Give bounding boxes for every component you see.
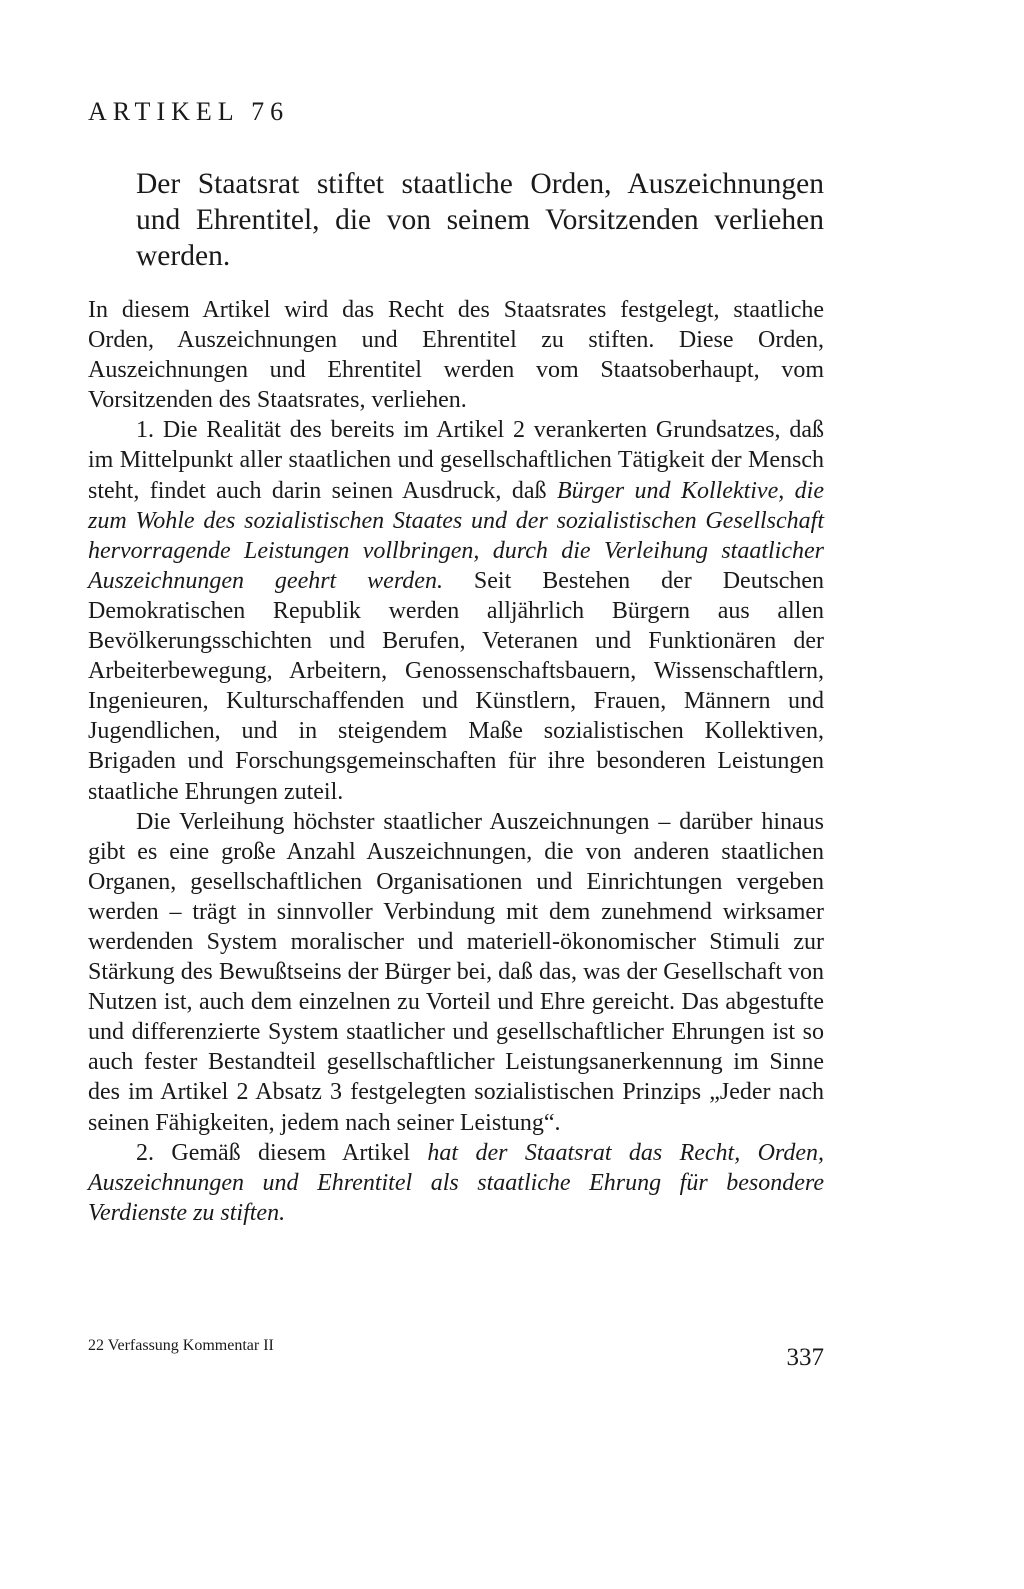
page-number: 337 [786, 1344, 824, 1371]
signature-line: 22 Verfassung Kommentar II [88, 1337, 274, 1354]
paragraph-2 [88, 1138, 824, 1228]
paragraph-2-emphasis: hat der Staatsrat das Recht, Orden, Auszeichnungen und Ehrentitel als staatliche Ehrung für besondere Verdienste zu stiften. [88, 1139, 825, 1226]
paragraph-1-text-a: 1. Die Realität des bereits im Artikel 2 verankerten Grundsatzes, daß im Mittelpunkt aller staatlichen und gesellschaftlichen Tätigkeit der Mensch steht, findet auch darin seinen Ausdruck, daß [88, 417, 824, 504]
paragraph-1-continued: Die Verleihung höchster staatlicher Auszeichnungen – darüber hinaus gibt es eine große Anzahl Auszeichnungen, die von anderen staatlichen Organen, gesellschaftlichen Organisationen und Einrichtungen vergeben werden – trägt in sinnvoller Verbindung mit dem zunehmend wirksamer werdenden System moralischer und materiell-ökonomischer Stimuli zur Stärkung des Bewußtseins der Bürger bei, daß das, was der Gesellschaft von Nutzen ist, auch dem einzelnen zu Vorteil und Ehre gereicht. Das abgestufte und differenzierte System staatlicher und gesellschaftlicher Ehrungen ist so auch fester Bestandteil gesellschaftlicher Leistungsanerkennung im Sinne des im Artikel 2 Absatz 3 festgelegten sozialistischen Prinzips „Jeder nach seinen Fähigkeiten, jedem nach seiner Leistung“. [88, 808, 824, 1136]
commentary-body [88, 295, 824, 1228]
paragraph-intro: In diesem Artikel wird das Recht des Staatsrates festgelegt, staatliche Orden, Auszeichnungen und Ehrentitel zu stiften. Diese Orden, Auszeichnungen und Ehrentitel werden vom Staatsoberhaupt, vom Vorsitzenden des Staatsrates, verliehen. [88, 297, 824, 414]
paragraph-1-emphasis: Bürger und Kollektive, die zum Wohle des sozialistischen Staates und der sozialistischen Gesellschaft hervorragende Leistungen vollbringen, durch die Verleihung staatlicher Auszeichnungen geehrt werden. [88, 477, 824, 594]
article-text: Der Staatsrat stiftet staatliche Orden, Auszeichnungen und Ehrentitel, die von seinem Vorsitzenden verliehen werden. [136, 168, 824, 272]
article-heading: ARTIKEL 76 [88, 97, 290, 126]
paragraph-1 [88, 415, 824, 806]
paragraph-2-text: 2. Gemäß diesem Artikel [136, 1139, 428, 1166]
paragraph-1-text-b: Seit Bestehen der Deutschen Demokratischen Republik werden alljährlich Bürgern aus allen Bevölkerungsschichten und Berufen, Veteranen und Funktionären der Arbeiterbewegung, Arbeitern, Genossenschaftsbauern, Wissenschaftlern, Ingenieuren, Kulturschaffenden und Künstlern, Frauen, Männern und Jugendlichen, und in steigendem Maße sozialistischen Kollektiven, Brigaden und Forschungsgemeinschaften für ihre besonderen Leistungen staatliche Ehrungen zuteil. [88, 567, 825, 805]
